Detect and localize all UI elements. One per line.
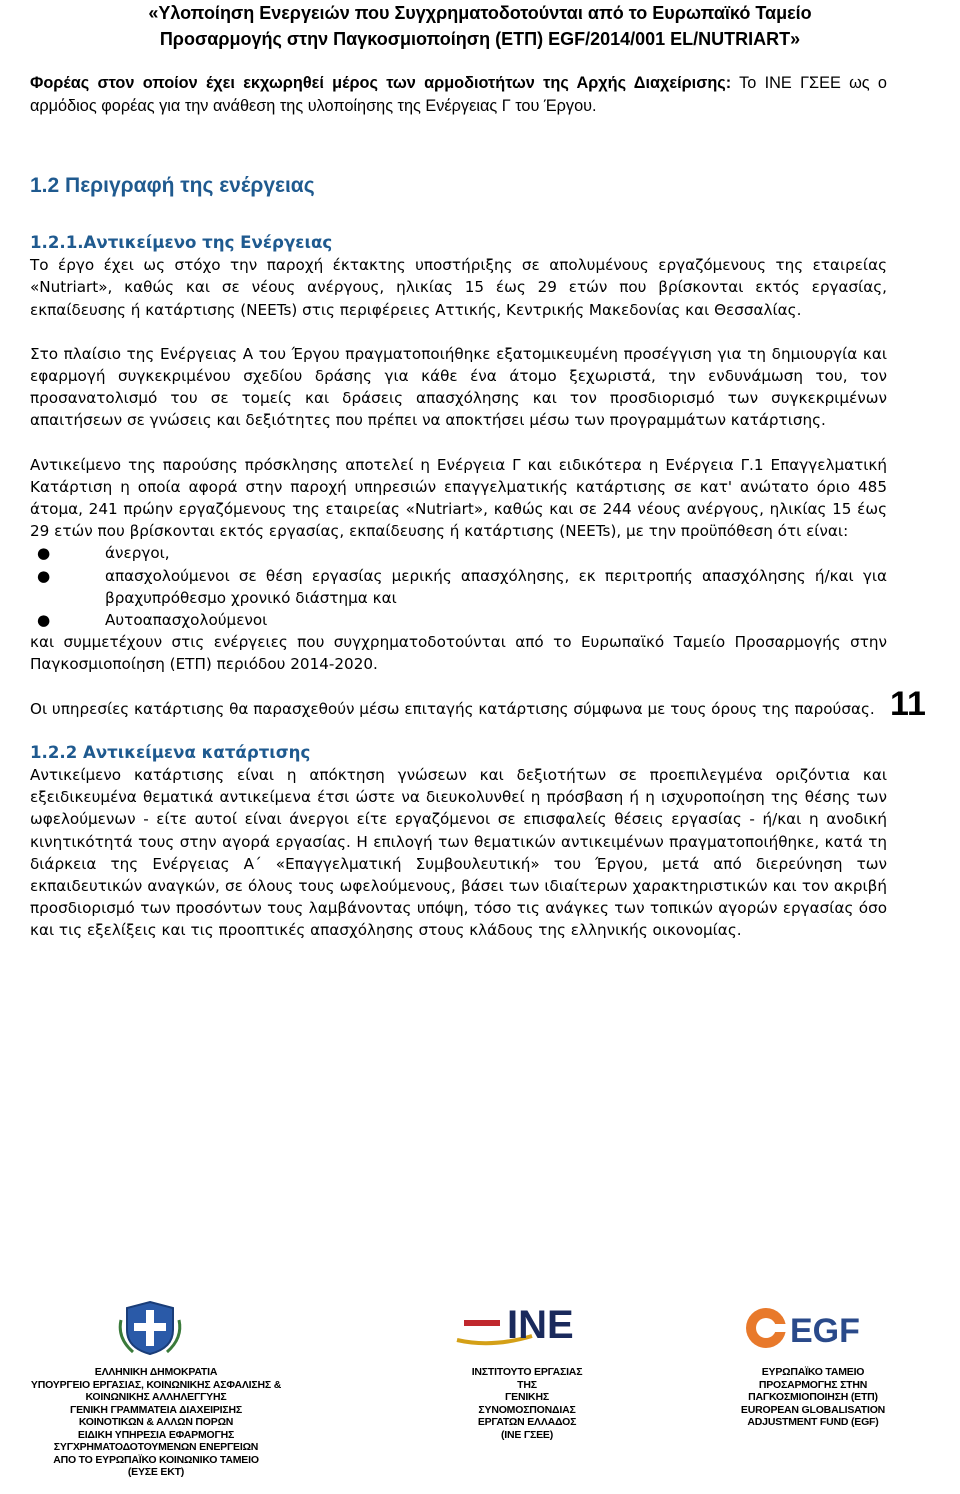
egf-logo-text-block: ΕΥΡΩΠΑΪΚΟ ΤΑΜΕΙΟ ΠΡΟΣΑΡΜΟΓΗΣ ΣΤΗΝ ΠΑΓΚΟΣΜΙΟΠΟΙΗΣΗ (ΕΤΠ) EUROPEAN GLOBALISATION ADJUSTMENT FUND (EGF) xyxy=(740,1366,886,1428)
ine-logo-text-block: ΙΝΣΤΙΤΟΥΤΟ ΕΡΓΑΣΙΑΣ ΤΗΣ ΓΕΝΙΚΗΣ ΣΥΝΟΜΟΣΠΟΝΔΙΑΣ ΕΡΓΑΤΩΝ ΕΛΛΑΔΟΣ (ΙΝΕ ΓΣΕΕ) xyxy=(471,1366,583,1441)
ministry-logo-text: ΕΛΛΗΝΙΚΗ ΔΗΜΟΚΡΑΤΙΑ ΥΠΟΥΡΓΕΙΟ ΕΡΓΑΣΙΑΣ, ΚΟΙΝΩΝΙΚΗΣ ΑΣΦΑΛΙΣΗΣ & ΚΟΙΝΩΝΙΚΗΣ ΑΛΛΗΛΕΓΓΥΗΣ ΓΕΝΙΚΗ ΓΡΑΜΜΑΤΕΙΑ ΔΙΑΧΕΙΡΙΣΗΣ ΚΟΙΝΟΤΙΚΩΝ & ΑΛΛΩΝ ΠΟΡΩΝ ΕΙΔΙΚΗ ΥΠΗΡΕΣΙΑ ΕΦΑΡΜΟΓΗΣ ΣΥΓΧΡΗΜΑΤΟΔΟΤΟΥΜΕΝΩΝ ΕΝΕΡΓΕΙΩΝ ΑΠΟ ΤΟ ΕΥΡΩΠΑΪΚΟ ΚΟΙΝΩΝΙΚΟ ΤΑΜΕΙΟ (ΕΥΣΕ ΕΚΤ) xyxy=(30,1366,282,1478)
greek-coat-of-arms-icon xyxy=(115,1298,185,1358)
bullet-icon: ● xyxy=(37,544,51,563)
agency-paragraph xyxy=(30,72,887,117)
ine-logo xyxy=(452,1298,602,1358)
section-title: 1.2 Περιγραφή της ενέργειας xyxy=(30,174,315,197)
subsection-1-paragraph-3: Αντικείμενο της παρούσης πρόσκλησης αποτελεί η Ενέργεια Γ και ειδικότερα η Ενέργεια Γ.1 Επαγγελματική Κατάρτιση η οποία αφορά στην παροχή υπηρεσιών επαγγελματικής κατάρτισης σε κατ' ανώτατο όριο 485 άτομα, 241 πρώην εργαζόμενους της εταιρείας «Nutriart», καθώς και σε 244 νέους ανέργους, ηλικίας 15 έως 29 ετών που βρίσκονται εκτός εργασίας, εκπαίδευσης ή κατάρτισης (NEETs), με την προϋπόθεση ότι είναι: xyxy=(30,455,887,541)
egf-logo-text: EGF xyxy=(790,1312,860,1350)
list-item: ● απασχολούμενοι σε θέση εργασίας μερικής απασχόλησης, εκ περιτροπής απασχόλησης ή/και για βραχυπρόθεσμο χρονικό διάστημα και xyxy=(37,566,887,607)
header-line-1: «Υλοποίηση Ενεργειών που Συγχρηματοδοτούνται από το Ευρωπαϊκό Ταμείο xyxy=(148,3,812,23)
subsection-1-paragraph-2: Στο πλαίσιο της Ενέργειας Α του Έργου πραγματοποιήθηκε εξατομικευμένη προσέγγιση για τη δημιουργία και εφαρμογή συγκεκριμένου σχεδίου δράσης για κάθε ένα άτομο ξεχωριστά, την ενδυνάμωση του, τον προσανατολισμό του σε τομείς και δράσεις απασχόλησης και τον προσδιορισμό των συγκεκριμένων απαιτήσεων σε γνώσεις και δεξιότητες που πρέπει να αποκτήσει μέσω των προγραμμάτων κατάρτισης. xyxy=(30,344,887,430)
subsection-1-paragraph-5: Οι υπηρεσίες κατάρτισης θα παρασχεθούν μέσω επιταγής κατάρτισης σύμφωνα με τους όρους της παρούσας. xyxy=(30,699,875,718)
page-number: 11 xyxy=(890,685,926,723)
subsection-1-paragraph-1: Το έργο έχει ως στόχο την παροχή έκτακτης υποστήριξης σε απολυμένους εργαζόμενους της εταιρείας «Nutriart», καθώς και σε νέους ανέργους, ηλικίας 15 έως 29 ετών που βρίσκονται εκτός εργασίας, εκπαίδευσης ή κατάρτισης (NEETs) στις περιφέρειες Αττικής, Κεντρικής Μακεδονίας και Θεσσαλίας. xyxy=(30,256,887,319)
subsection-1-title: 1.2.1.Αντικείμενο της Ενέργειας xyxy=(30,233,333,252)
subsection-1 xyxy=(30,232,887,942)
subsection-2-paragraph-1: Αντικείμενο κατάρτισης είναι η απόκτηση γνώσεων και δεξιοτήτων σε προεπιλεγμένα οριζόντια και εξειδικευμένα θεματικά αντικείμενα έτσι ώστε να διευκολυνθεί η πρόσβαση ή η ισχυροποίηση της θέσης των ωφελούμενων - είτε αυτοί είναι άνεργοι είτε εργαζόμενοι σε επισφαλείς θέσεις εργασίας - ή/και η ανοδική κινητικότητά τους στην αγορά εργασίας. Η επιλογή των θεματικών αντικειμένων πραγματοποιήθηκε, κατά τη διάρκεια της Ενέργειας Α΄ «Επαγγελματική Συμβουλευτική» του Έργου, μετά από διερεύνηση των εκπαιδευτικών αναγκών, σε όλους τους ωφελούμενους, βάσει των ιδιαίτερων χαρακτηριστικών και τον ακριβή προσδιορισμό των προσόντων τους λαμβάνοντας υπόψη, τόσο τις ανάγκες των τοπικών αγορών εργασίας όσο και τις εξελίξεις και τις προοπτικές απασχόλησης στους κλάδους της ελληνικής οικονομίας. xyxy=(30,766,887,940)
list-item: ● Αυτοαπασχολούμενοι xyxy=(30,609,887,631)
bullet-icon: ● xyxy=(37,611,51,630)
header-line-2: Προσαρμογής στην Παγκοσμιοποίηση (ΕΤΠ) EGF/2014/001 EL/NUTRIART» xyxy=(159,29,801,49)
eligibility-list xyxy=(30,542,887,631)
agency-label: Φορέας στον οποίον έχει εκχωρηθεί μέρος των αρμοδιοτήτων της Αρχής Διαχείρισης: xyxy=(30,74,732,92)
subsection-2-title: 1.2.2 Αντικείμενα κατάρτισης xyxy=(30,742,311,762)
subsection-1-paragraph-4: και συμμετέχουν στις ενέργειες που συγχρηματοδοτούνται από το Ευρωπαϊκό Ταμείο Προσαρμογής στην Παγκοσμιοποίηση (ΕΤΠ) περιόδου 2014-2020. xyxy=(30,633,887,674)
list-item: ● άνεργοι, xyxy=(30,542,887,564)
document-header xyxy=(0,0,960,52)
footer-logos xyxy=(0,1290,960,1494)
agency-text: Το ΙΝΕ ΓΣΕΕ ως ο αρμόδιος φορέας για την ανάθεση της υλοποίησης της Ενέργειας Γ του Έργου. xyxy=(30,74,887,115)
ine-logo-text: INE xyxy=(507,1303,574,1347)
egf-logo xyxy=(740,1302,860,1352)
bullet-icon: ● xyxy=(37,566,51,585)
